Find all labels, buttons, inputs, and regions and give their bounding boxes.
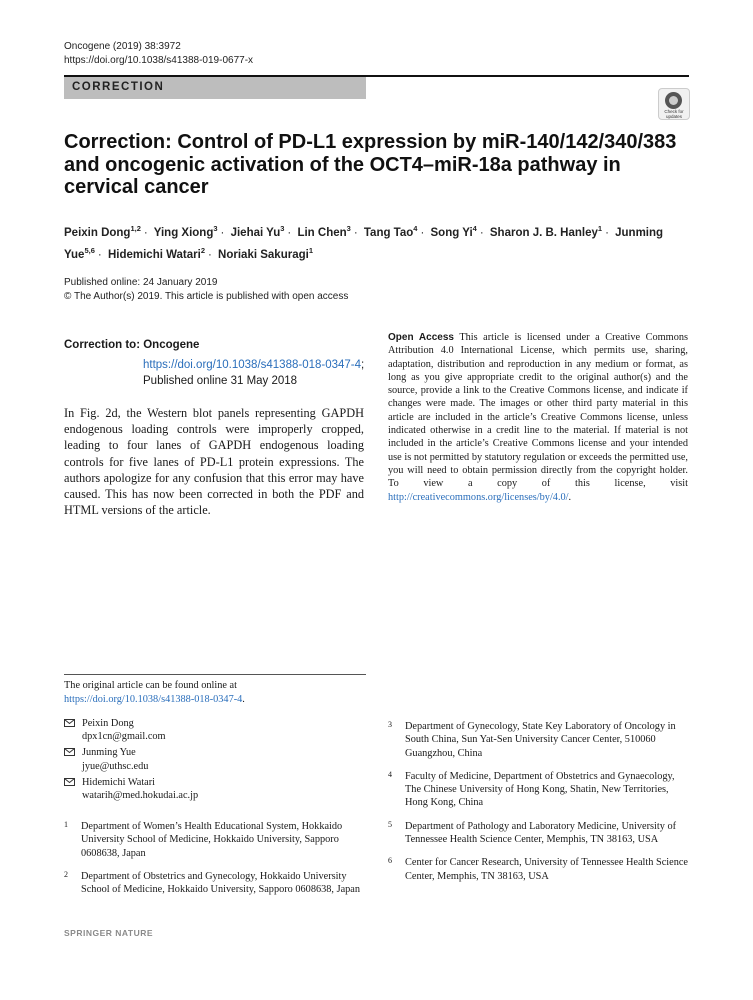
affiliation-text: Department of Pathology and Laboratory Medicine, University of Tennessee Health Science Center, Memphis, TN 38163, USA xyxy=(405,820,677,846)
contact-entry xyxy=(64,717,364,743)
affiliation-text: Department of Gynecology, State Key Laboratory of Oncology in South China, Sun Yat-Sen University Cancer Center, 510060 Guangzhou, China xyxy=(405,721,676,759)
original-doi-link[interactable]: https://doi.org/10.1038/s41388-018-0347-4 xyxy=(143,359,362,371)
author[interactable]: Hidemichi Watari$^2$ xyxy=(107,245,205,261)
contact-email[interactable]: jyue@uthsc.edu xyxy=(82,760,149,772)
affiliation xyxy=(388,820,688,847)
envelope-icon xyxy=(64,776,82,788)
contact-name: Junming Yue xyxy=(82,747,136,759)
affiliation-text: Department of Women’s Health Educational System, Hokkaido University School of Medicine, Hokkaido University, Sapporo 0608638, Japan xyxy=(81,821,343,859)
license-link[interactable]: http://creativecommons.org/licenses/by/4.0/ xyxy=(388,491,569,503)
contact-email[interactable]: watarih@med.hokudai.ac.jp xyxy=(82,790,199,802)
author[interactable]: Tang Tao$^4$ xyxy=(363,224,418,239)
affiliation-number: 5 xyxy=(388,819,392,829)
affiliation-number: 2 xyxy=(64,869,68,879)
author[interactable]: Peixin Dong$^{1,2}$ xyxy=(64,224,141,239)
contact-entry xyxy=(64,746,364,772)
affiliation xyxy=(64,820,364,860)
journal-citation: Oncogene (2019) 38:3972 xyxy=(64,41,181,52)
footnote-rule xyxy=(64,674,366,675)
contact-entry xyxy=(64,776,364,802)
author[interactable]: Sharon J. B. Hanley$^1$ xyxy=(489,224,603,239)
affiliation xyxy=(64,870,364,897)
copyright-notice: © The Author(s) 2019. This article is published with open access xyxy=(64,290,349,302)
affiliation xyxy=(388,770,688,810)
original-article-note: The original article can be found online at https://doi.org/10.1038/s41388-018-0347-4. xyxy=(64,680,245,705)
author[interactable]: Lin Chen$^3$ xyxy=(297,224,351,239)
check-for-updates-badge[interactable] xyxy=(658,88,690,120)
section-tab xyxy=(64,77,366,99)
affiliations-left xyxy=(64,820,364,906)
affiliations-right xyxy=(388,720,688,893)
correction-to-label: Correction to: Oncogene xyxy=(64,339,200,351)
contact-name: Hidemichi Watari xyxy=(82,776,156,788)
correction-to-details: https://doi.org/10.1038/s41388-018-0347-4; Published online 31 May 2018 xyxy=(143,359,365,387)
section-label: CORRECTION xyxy=(72,81,165,93)
open-access-notice: Open Access This article is licensed under a Creative Commons Attribution 4.0 International License, which permits use, sharing, adaptation, distribution and reproduction in any medium or format, as long as you give appropriate credit to the original author(s) and the source, provide a link to the Creative Commons license, and indicate if changes were made. The images or other third party material in this article are included in the article’s Creative Commons license, unless indicated otherwise in a credit line to the material. If material is not included in the article’s Creative Commons license and your intended use is not permitted by statutory regulation or exceeds the permitted use, you will need to obtain permission directly from the copyright holder. To view a copy of this license, visit http://creativecommons.org/licenses/by/4.0/. xyxy=(388,332,688,503)
publication-info xyxy=(64,276,348,303)
contact-name: Peixin Dong xyxy=(82,718,134,729)
check-for-updates-icon xyxy=(665,92,682,109)
affiliation-number: 1 xyxy=(64,820,68,829)
affiliation-number: 4 xyxy=(388,769,392,779)
original-published-date: Published online 31 May 2018 xyxy=(143,375,298,387)
correction-body-text: In Fig. 2d, the Western blot panels representing GAPDH endogenous loading controls were improperly cropped, leading to four lanes of GAPDH endogenous loading controls for five lanes of PD-L1 protein expressions. The authors apologize for any confusion that this error may have caused. This has now been corrected in both the PDF and HTML versions of the article. xyxy=(64,406,364,518)
affiliation-text: Faculty of Medicine, Department of Obstetrics and Gynaecology, The Chinese University of Hong Kong, Shatin, New Territories, Hong Kong, China xyxy=(405,770,675,809)
envelope-icon xyxy=(64,717,82,729)
author[interactable]: Ying Xiong$^3$ xyxy=(153,224,218,239)
author[interactable]: Song Yi$^4$ xyxy=(430,224,477,239)
affiliation xyxy=(388,720,688,760)
affiliation-number: 3 xyxy=(388,720,392,729)
article-title: Correction: Control of PD-L1 expression by miR-140/142/340/383 and oncogenic activation of the OCT4–miR-18a pathway in cervical cancer xyxy=(64,131,677,198)
affiliation xyxy=(388,856,688,883)
author[interactable]: Noriaki Sakuragi$^1$ xyxy=(218,245,313,261)
published-date: Published online: 24 January 2019 xyxy=(64,277,218,288)
affiliation-number: 6 xyxy=(388,856,392,866)
envelope-icon xyxy=(64,746,82,758)
publisher-logo: SPRINGER NATURE xyxy=(64,928,154,938)
author[interactable]: Jiehai Yu$^3$ xyxy=(230,224,285,239)
contact-email[interactable]: dpx1cn@gmail.com xyxy=(82,731,166,743)
affiliation-text: Center for Cancer Research, University of Tennessee Health Science Center, Memphis, TN 38163, USA xyxy=(405,857,688,882)
open-access-text: This article is licensed under a Creative Commons Attribution 4.0 International License, which permits use, sharing, adaptation, distribution and reproduction in any medium or format, as long as you give appropriate credit to the original author(s) and the source, provide a link to the Creative Commons license, and indicate if changes were made. The images or other third party material in this article are included in the article’s Creative Commons license, unless indicated otherwise in a credit line to the material. If material is not included in the article’s Creative Commons license and your intended use is not permitted by statutory regulation or exceeds the permitted use, you will need to obtain permission directly from the copyright holder. To view a copy of this license, visit xyxy=(388,332,688,490)
open-access-heading: Open Access xyxy=(388,332,454,343)
journal-doi[interactable]: https://doi.org/10.1038/s41388-019-0677-x xyxy=(64,55,254,66)
check-for-updates-text: Check for updates xyxy=(664,109,684,119)
author[interactable]: Junming Yue$^{5,6}$ xyxy=(64,226,664,261)
corresponding-authors xyxy=(64,717,364,805)
author-list: Peixin Dong$^{1,2}$ · Ying Xiong$^3$ · Jiehai $Yu^3$ · Lin Chen$^3$ · Tang Tao$^4$ · Song $Yi^4$ · Sharon J. B. Hanley$^1$ · Junming Yue$^{5,6}$ · Hidemichi Watari$^2$ · Noriaki Sakuragi$^1$ xyxy=(64,224,664,261)
affiliation-text: Department of Obstetrics and Gynecology, Hokkaido University School of Medicine, Hokkaido University, Sapporo 0608638, Japan xyxy=(81,870,361,896)
original-article-link[interactable]: https://doi.org/10.1038/s41388-018-0347-4 xyxy=(64,693,243,705)
